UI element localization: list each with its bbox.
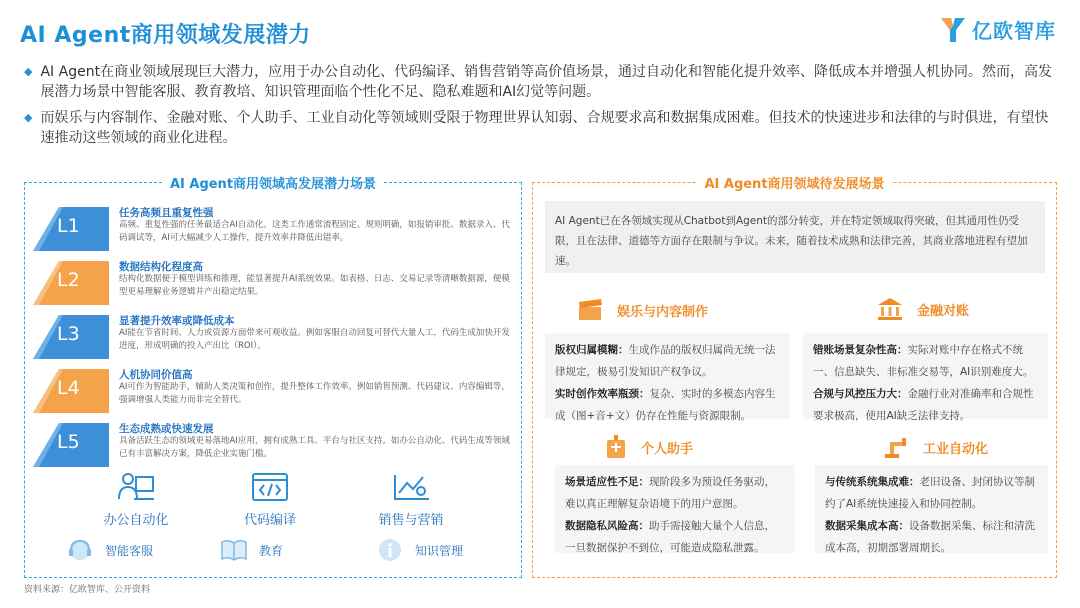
scenario-customer-service — [65, 537, 153, 563]
panel-title: AI Agent商用领域待发展场景 — [533, 173, 1056, 192]
bullet-text: 而娱乐与内容制作、金融对账、个人助手、工业自动化等领域则受限于物理世界认知弱、合规要求高和数据集成困难。但技术的快速进步和法律的与时俱进，有望快速推动这些领域的商业化进程。 — [40, 110, 1049, 146]
card-body — [803, 333, 1048, 422]
scenario-knowledge — [375, 537, 463, 563]
card-item: 与传统系统集成难：老旧设备、封闭协议等制约了AI系统快速接入和协同控制。 — [825, 476, 1035, 510]
panel-title: AI Agent商用领域高发展潜力场景 — [25, 173, 521, 192]
summary-bullets — [24, 62, 1060, 154]
level-desc: AI能在节省时间、人力或资源方面带来可观收益。例如客服自动回复可替代大量人工，代码生成加快开发进度，形成明确的投入产出比（ROI）。 — [119, 328, 510, 351]
level-title: 人机协同价值高 — [119, 369, 193, 381]
high-potential-panel — [24, 177, 522, 578]
card-item: 实时创作效率瓶颈：复杂、实时的多模态内容生成（图+音+文）仍存在性能与资源限制。 — [555, 388, 776, 422]
diamond-bullet-icon: ◆ — [24, 65, 33, 78]
level-title: 显著提升效率或降低成本 — [119, 315, 235, 327]
level-item — [33, 259, 513, 307]
level-item — [33, 205, 513, 253]
card-item: 场景适应性不足：现阶段多为预设任务驱动，难以真正理解复杂语境下的用户意图。 — [565, 476, 775, 510]
office-icon — [116, 471, 156, 503]
level-desc: 高频、重复性强的任务最适合AI自动化。这类工作通常流程固定、规则明确，如报销审批、数据录入、代码调试等，AI可大幅减少人工操作，提升效率并降低出错率。 — [119, 220, 510, 243]
level-label: L4 — [57, 377, 80, 399]
scenario-label: 教育 — [259, 543, 284, 558]
card-header — [877, 297, 969, 321]
card-title: 金融对账 — [917, 303, 970, 319]
assistant-icon — [605, 435, 627, 459]
scenario-code — [225, 471, 315, 528]
card-item: 数据采集成本高：设备数据采集、标注和清洗成本高，初期部署周期长。 — [825, 520, 1035, 554]
scenario-label: 销售与营销 — [378, 513, 444, 528]
bullet-item — [24, 108, 1060, 148]
card-header — [605, 435, 693, 459]
level-desc: AI可作为智能助手，辅助人类决策和创作，提升整体工作效率。例如销售预测、代码建议、内容编辑等，强调增强人类能力而非完全替代。 — [119, 382, 510, 405]
level-item — [33, 367, 513, 415]
card-title: 娱乐与内容制作 — [617, 304, 709, 320]
card-header — [577, 299, 708, 321]
card-body — [815, 465, 1048, 553]
level-label: L1 — [57, 215, 80, 237]
bullet-text: AI Agent在商业领域展现巨大潜力，应用于办公自动化、代码编译、销售营销等高价值场景，通过自动化和智能化提升效率、降低成本并增强人机协同。然而，高发展潜力场景中智能客服、教育教培、知识管理面临个性化不足、隐私难题和AI幻觉等问题。 — [40, 64, 1053, 100]
card-item: 数据隐私风险高：助手需接触大量个人信息，一旦数据保护不到位，可能造成隐私泄露。 — [565, 520, 775, 554]
intro-text: AI Agent已在各领域实现从Chatbot到Agent的部分转变，并在特定领域取得突破，但其通用性仍受限，且在法律、道德等方面存在限制与争议。未来，随着技术成熟和法律完善，其商业落地进程有望加速。 — [545, 201, 1045, 273]
scenario-label: 智能客服 — [105, 543, 154, 558]
card-title: 个人助手 — [641, 441, 694, 457]
level-desc: 具备活跃生态的领域更易落地AI应用，拥有成熟工具、平台与社区支持。如办公自动化、代码生成等领域已有丰富解决方案，降低企业实施门槛。 — [119, 436, 510, 459]
pending-development-panel — [532, 177, 1057, 578]
card-header — [883, 435, 988, 459]
scenario-education — [219, 537, 283, 563]
level-label: L3 — [57, 323, 80, 345]
bank-icon — [877, 297, 903, 321]
level-item — [33, 421, 513, 469]
level-label: L2 — [57, 269, 80, 291]
card-item: 错账场景复杂性高：实际对账中存在格式不统一、信息缺失、非标准交易等，AI识别难度大。 — [813, 344, 1034, 378]
scenario-label: 代码编译 — [243, 513, 296, 528]
level-desc: 结构化数据便于模型训练和推理，能显著提升AI系统效果。如表格、日志、交易记录等清晰数据源，便模型更易理解业务逻辑并产出稳定结果。 — [119, 274, 510, 297]
card-item: 版权归属模糊：生成作品的版权归属尚无统一法律规定，极易引发知识产权争议。 — [555, 344, 776, 378]
page-title: AI Agent商用领域发展潜力 — [20, 23, 311, 48]
sales-chart-icon — [391, 471, 431, 503]
scenario-label: 知识管理 — [415, 543, 464, 558]
code-icon — [250, 471, 290, 503]
level-label: L5 — [57, 431, 80, 453]
diamond-bullet-icon: ◆ — [24, 111, 33, 124]
info-icon — [375, 537, 405, 563]
brand-logo — [938, 14, 1056, 44]
level-title: 任务高频且重复性强 — [119, 207, 214, 219]
level-title: 数据结构化程度高 — [119, 261, 203, 273]
scenario-label: 办公自动化 — [103, 513, 169, 528]
robot-arm-icon — [883, 435, 909, 459]
scenario-sales — [361, 471, 461, 528]
bullet-item — [24, 62, 1060, 102]
level-item — [33, 313, 513, 361]
card-item: 合规与风控压力大：金融行业对准确率和合规性要求极高，使用AI缺乏法律支持。 — [813, 388, 1034, 422]
card-body — [545, 333, 790, 422]
headset-icon — [65, 537, 95, 563]
clapperboard-icon — [577, 299, 603, 321]
card-body — [555, 465, 795, 553]
card-title: 工业自动化 — [923, 441, 989, 457]
scenario-office — [91, 471, 181, 528]
logo-icon — [938, 14, 968, 44]
book-icon — [219, 537, 249, 563]
source-note: 资料来源：亿欧智库、公开资料 — [24, 585, 151, 595]
logo-text: 亿欧智库 — [972, 18, 1056, 43]
level-title: 生态成熟或快速发展 — [119, 423, 214, 435]
